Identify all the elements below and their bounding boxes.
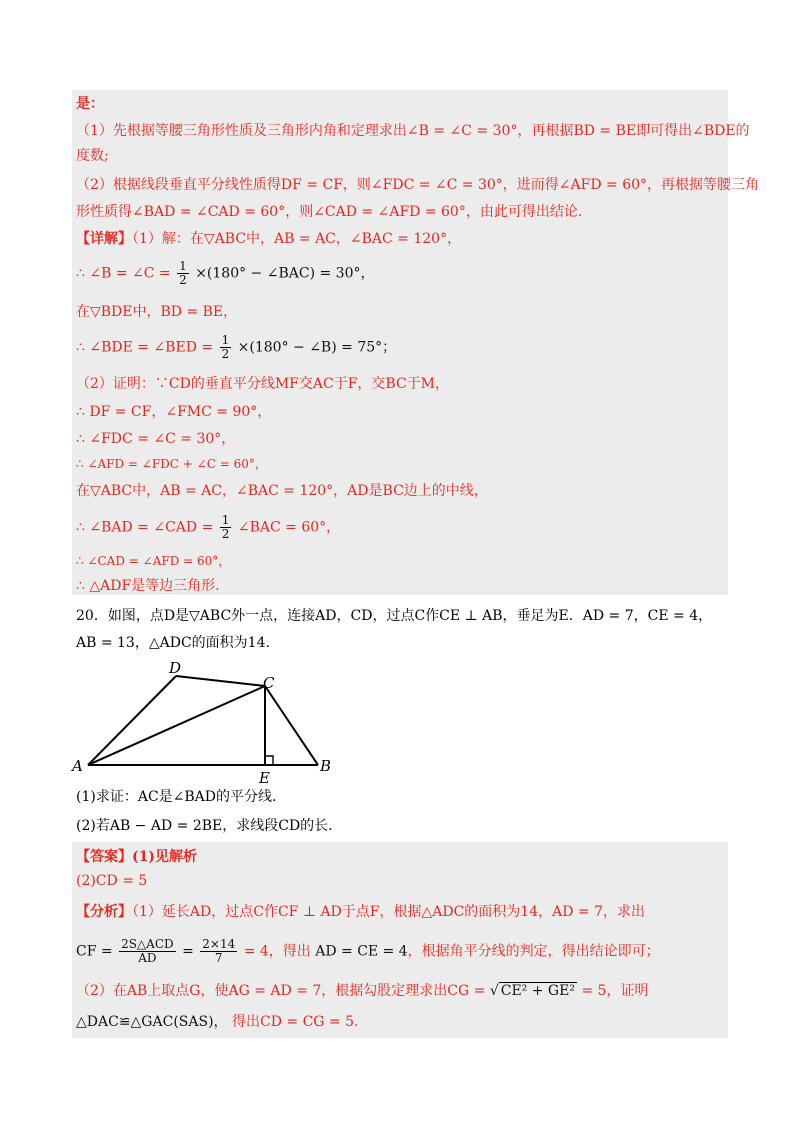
label-D: D [169, 659, 182, 677]
text-line: ∴ ∠AFD = ∠FDC + ∠C = 60°， [76, 457, 267, 471]
segment-CB [265, 686, 318, 765]
label-C: C [263, 674, 275, 692]
fraction [220, 334, 232, 361]
analysis-line [76, 902, 726, 922]
math-text: ×(180° − ∠BAC) = 30°， [195, 265, 375, 282]
text-line: 在▽BDE中，BD = BE， [76, 304, 238, 320]
detail-text: （1）解：在▽ABC中，AB = AC，∠BAC = 120°， [132, 231, 462, 247]
math-text: ∴ ∠BAD = ∠CAD = [76, 519, 214, 536]
question-part: (1)求证：AC是∠BAD的平分线. [76, 789, 277, 805]
denominator: 7 [214, 951, 223, 965]
math-line [76, 334, 726, 361]
math-text: CF = [76, 943, 113, 960]
numerator: 1 [221, 333, 230, 347]
label-B: B [320, 757, 332, 775]
text-line: （2）证明：∵CD的垂直平分线MF交AC于F，交BC于M， [76, 376, 450, 392]
denominator: 2 [221, 347, 230, 361]
math-text: ∴ ∠BDE = ∠BED = [76, 339, 214, 356]
math-text: ∴ ∠B = ∠C = [76, 265, 171, 282]
text-line: ∴ △ADF是等边三角形. [76, 578, 220, 594]
math-text: = [182, 943, 194, 960]
math-text: = 4，得出 [243, 943, 311, 960]
text-line: （1）先根据等腰三角形性质及三角形内角和定理求出∠B = ∠C = 30°，再根据BD = BE即可得出∠BDE的 [76, 123, 750, 139]
detail-tag: 【详解】 [76, 231, 132, 247]
math-line [76, 514, 726, 541]
denominator: AD [138, 951, 157, 965]
math-line [76, 1012, 726, 1032]
label-E: E [259, 769, 270, 786]
math-text: ，根据角平分线的判定，得出结论即可； [407, 943, 660, 960]
math-text: 得出CD = CG = 5. [232, 1014, 359, 1030]
numerator: 1 [179, 259, 187, 273]
text-line: ∴ ∠CAD = ∠AFD = 60°， [76, 554, 231, 568]
math-text: AD = CE = 4 [315, 943, 408, 960]
fraction [119, 938, 176, 965]
math-text: △DAC≌△GAC(SAS)， [76, 1014, 228, 1030]
text-line: 在▽ABC中，AB = AC，∠BAC = 120°，AD是BC边上的中线， [76, 483, 488, 499]
math-text: ∠BAC = 60°， [237, 519, 341, 536]
detail-line [76, 229, 726, 249]
fraction [200, 938, 237, 965]
question-line: AB = 13，△ADC的面积为14. [76, 635, 270, 651]
label-A: A [72, 757, 83, 775]
numerator: 1 [221, 513, 230, 527]
question-part: (2)若AB − AD = 2BE，求线段CD的长. [76, 818, 333, 834]
fraction [177, 260, 189, 287]
question-line: 20．如图，点D是▽ABC外一点，连接AD，CD，过点C作CE ⊥ AB，垂足为E．AD = 7，CE = 4， [76, 608, 713, 624]
right-angle-mark [265, 756, 273, 765]
math-line [76, 938, 726, 965]
segment-AC [88, 686, 265, 765]
text-line: ∴ DF = CF，∠FMC = 90°， [76, 404, 272, 420]
text-line: （2）根据线段垂直平分线性质得DF = CF，则∠FDC = ∠C = 30°，进而得∠AFD = 60°，再根据等腰三角 [76, 177, 760, 193]
analysis-tag: 【分析】 [76, 904, 132, 920]
answer-tag: 【答案】 [76, 849, 132, 865]
math-line: （2）在AB上取点G，使AG = AD = 7，根据勾股定理求出CG = √ CE² + GE² = 5，证明 [76, 983, 649, 999]
numerator: 2S△ACD [121, 937, 174, 951]
segment-AD [88, 676, 176, 765]
denominator: 2 [221, 527, 230, 541]
text-line: 形性质得∠BAD = ∠CAD = 60°，则∠CAD = ∠AFD = 60°，由此可得出结论. [76, 204, 583, 220]
answer-line [76, 847, 726, 867]
text-line: 是： [76, 96, 104, 112]
math-line [76, 260, 726, 287]
text-line: ∴ ∠FDC = ∠C = 30°， [76, 431, 236, 447]
answer-text: (1)见解析 [132, 849, 197, 865]
geometry-figure [68, 656, 358, 786]
numerator: 2×14 [202, 937, 236, 951]
math-text: （2）在AB上取点G，使AG = AD = 7，根据勾股定理求出CG = [76, 983, 486, 999]
analysis-text: （1）延长AD，过点C作CF ⊥ AD于点F，根据△ADC的面积为14，AD = 7，求出 [132, 904, 645, 920]
math-text: ×(180° − ∠B) = 75°； [237, 339, 397, 356]
math-text: = 5，证明 [581, 983, 649, 999]
text-line: 度数; [76, 148, 109, 164]
segment-DC [176, 676, 265, 686]
fraction [220, 514, 232, 541]
answer-line: (2)CD = 5 [76, 873, 148, 889]
denominator: 2 [179, 273, 187, 287]
sqrt-radicand: CE² + GE² [500, 983, 575, 999]
